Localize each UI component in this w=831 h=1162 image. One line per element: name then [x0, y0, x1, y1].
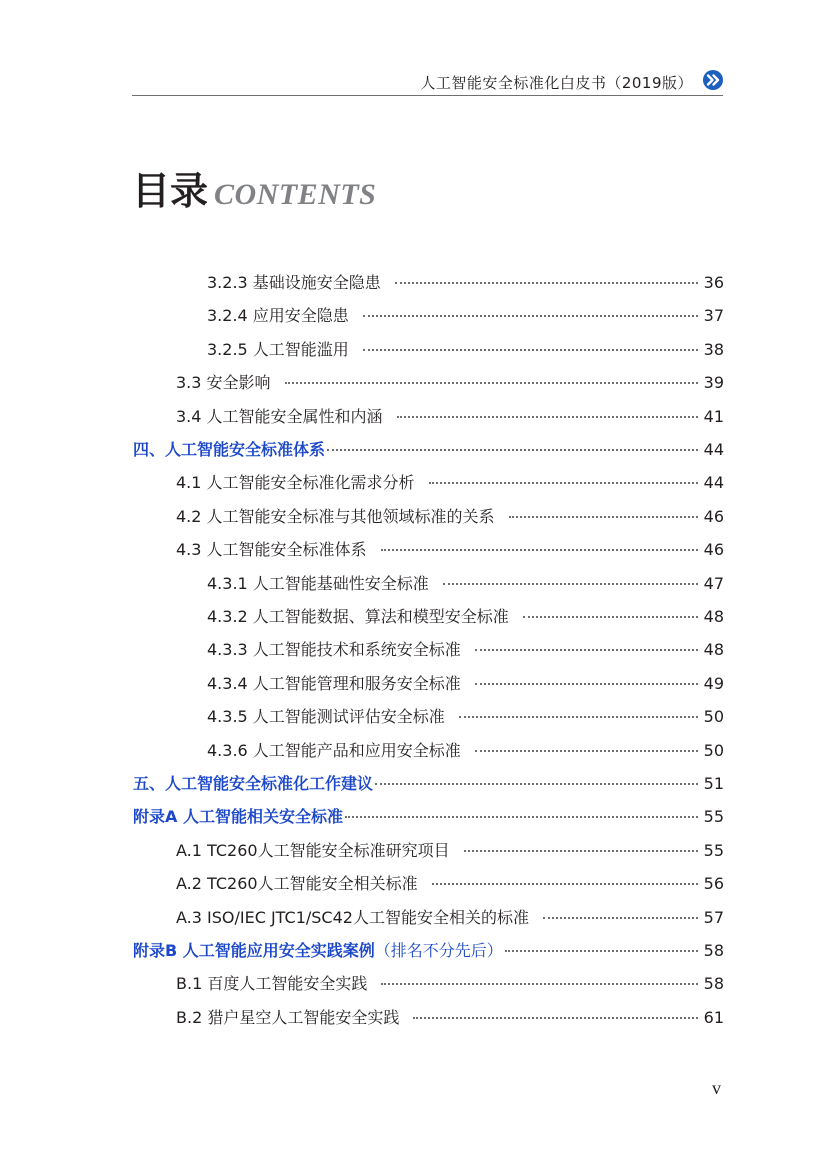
header-title: 人工智能安全标准化白皮书（2019版）	[420, 74, 693, 92]
toc-entry-page: 49	[703, 674, 724, 693]
toc-entry-page: 55	[703, 841, 724, 860]
toc-entry[interactable]	[207, 600, 724, 634]
toc-entry[interactable]	[207, 333, 724, 367]
toc-entry-page: 44	[703, 440, 724, 459]
dot-leader	[464, 850, 698, 852]
page-title-cn: 目录	[132, 168, 209, 213]
toc-entry-suffix: （排名不分先后）	[374, 941, 503, 960]
dot-leader	[509, 516, 698, 518]
toc-entry[interactable]	[176, 366, 724, 400]
dot-leader	[443, 583, 698, 585]
toc-entry-label: 4.3.3 人工智能技术和系统安全标准	[207, 640, 461, 659]
toc-entry[interactable]	[176, 500, 724, 534]
toc-entry[interactable]	[133, 800, 724, 834]
page-title	[132, 160, 376, 215]
toc-entry-page: 48	[703, 640, 724, 659]
toc-entry-label: 附录B 人工智能应用安全实践案例	[133, 941, 375, 960]
toc-entry-page: 58	[703, 941, 724, 960]
dot-leader	[327, 449, 698, 451]
toc-entry[interactable]	[176, 1001, 724, 1035]
toc-entry-page: 50	[703, 741, 724, 760]
toc-entry-label: 3.2.5 人工智能滥用	[207, 340, 349, 359]
toc-entry-page: 48	[703, 607, 724, 626]
toc-entry-label: B.1 百度人工智能安全实践	[176, 974, 368, 993]
toc-entry-label: 附录A 人工智能相关安全标准	[133, 807, 343, 826]
toc-entry-label: 4.3.1 人工智能基础性安全标准	[207, 574, 429, 593]
dot-leader	[523, 616, 698, 618]
toc-entry-label: 4.3 人工智能安全标准体系	[176, 540, 367, 559]
toc-entry-label: 3.2.3 基础设施安全隐患	[207, 273, 381, 292]
dot-leader	[381, 549, 698, 551]
toc-entry-page: 58	[703, 974, 724, 993]
toc-entry-page: 51	[703, 774, 724, 793]
toc-entry-label: A.3 ISO/IEC JTC1/SC42人工智能安全相关的标准	[176, 908, 529, 927]
dot-leader	[475, 683, 698, 685]
toc-entry-page: 55	[703, 807, 724, 826]
toc-entry-label: 五、人工智能安全标准化工作建议	[133, 774, 374, 793]
toc-entry[interactable]	[207, 266, 724, 300]
page-number: v	[712, 1078, 721, 1098]
dot-leader	[397, 416, 698, 418]
dot-leader	[432, 883, 698, 885]
toc-entry-page: 37	[703, 306, 724, 325]
dot-leader	[475, 649, 698, 651]
toc-entry-page: 39	[703, 373, 724, 392]
dot-leader	[475, 750, 698, 752]
toc-entry-label: 4.2 人工智能安全标准与其他领域标准的关系	[176, 507, 495, 526]
dot-leader	[543, 917, 698, 919]
header-rule	[132, 95, 723, 96]
toc-entry-page: 50	[703, 707, 724, 726]
dot-leader	[363, 315, 698, 317]
toc-entry[interactable]	[207, 734, 724, 768]
toc-entry-label: A.1 TC260人工智能安全标准研究项目	[176, 841, 450, 860]
toc-entry[interactable]	[207, 667, 724, 701]
toc-entry[interactable]	[176, 967, 724, 1001]
dot-leader	[395, 282, 698, 284]
toc-entry[interactable]	[176, 533, 724, 567]
toc-entry-label: 4.3.4 人工智能管理和服务安全标准	[207, 674, 461, 693]
toc-entry-label: 4.3.2 人工智能数据、算法和模型安全标准	[207, 607, 509, 626]
toc-entry[interactable]	[133, 767, 724, 801]
dot-leader	[413, 1017, 698, 1019]
toc-entry-page: 57	[703, 908, 724, 927]
toc-entry-page: 44	[703, 473, 724, 492]
toc-entry[interactable]	[133, 934, 724, 968]
dot-leader	[363, 349, 698, 351]
toc-entry-page: 36	[703, 273, 724, 292]
toc-entry-page: 46	[703, 507, 724, 526]
toc-entry-label: 3.2.4 应用安全隐患	[207, 306, 349, 325]
dot-leader	[505, 950, 698, 952]
toc-entry[interactable]	[133, 433, 724, 467]
toc-entry-label: 四、人工智能安全标准体系	[133, 440, 326, 459]
dot-leader	[345, 816, 698, 818]
toc-entry-page: 41	[703, 407, 724, 426]
toc-entry-page: 47	[703, 574, 724, 593]
toc-entry[interactable]	[207, 299, 724, 333]
dot-leader	[285, 382, 698, 384]
toc-entry-label: 3.4 人工智能安全属性和内涵	[176, 407, 383, 426]
toc-entry-label: 4.3.5 人工智能测试评估安全标准	[207, 707, 445, 726]
toc-entry-page: 38	[703, 340, 724, 359]
toc-entry-page: 46	[703, 540, 724, 559]
toc-entry[interactable]	[207, 633, 724, 667]
running-header	[132, 70, 723, 96]
dot-leader	[381, 983, 698, 985]
toc-entry-page: 56	[703, 874, 724, 893]
toc-entry[interactable]	[176, 901, 724, 935]
dot-leader	[375, 783, 698, 785]
dot-leader	[459, 716, 698, 718]
page-title-en: CONTENTS	[214, 178, 377, 211]
toc-entry-label: 4.1 人工智能安全标准化需求分析	[176, 473, 415, 492]
double-chevron-right-icon	[703, 70, 723, 90]
toc-entry[interactable]	[176, 867, 724, 901]
toc-entry[interactable]	[207, 700, 724, 734]
toc-entry[interactable]	[176, 400, 724, 434]
toc-entry-label: B.2 猎户星空人工智能安全实践	[176, 1008, 400, 1027]
toc-entry[interactable]	[207, 567, 724, 601]
toc-entry-label: A.2 TC260人工智能安全相关标准	[176, 874, 418, 893]
toc-entry[interactable]	[176, 466, 724, 500]
toc-entry-label: 3.3 安全影响	[176, 373, 271, 392]
toc-entry-page: 61	[703, 1008, 724, 1027]
toc-entry[interactable]	[176, 834, 724, 868]
dot-leader	[429, 482, 698, 484]
toc-entry-label: 4.3.6 人工智能产品和应用安全标准	[207, 741, 461, 760]
